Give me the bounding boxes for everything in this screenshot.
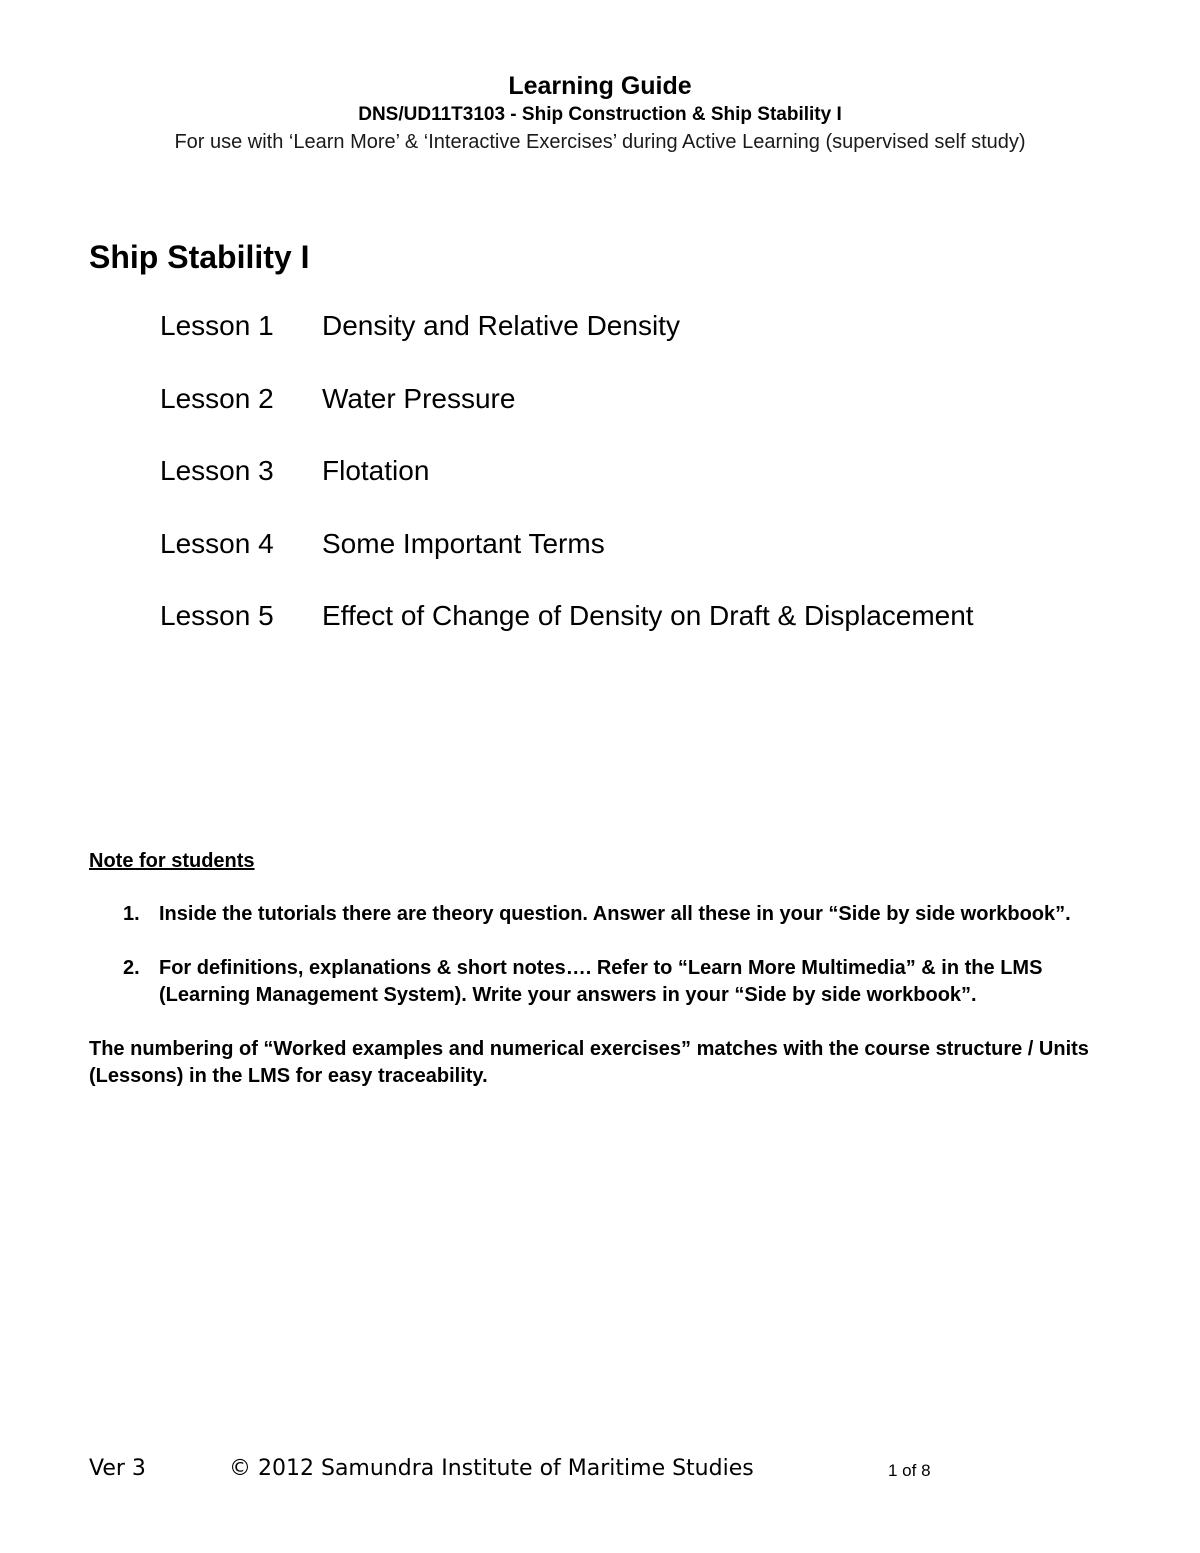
lesson-number: Lesson 4 [160,527,274,559]
lesson-number: Lesson 3 [160,455,274,486]
copyright-text: © 2012 Samundra Institute of Maritime Studies [229,1456,754,1481]
numbering-paragraph: The numbering of “Worked examples and numerical exercises” matches with the course structure / Units (Lessons) in the LMS for easy traceability. [89,1038,1089,1087]
student-notes [89,848,1119,1090]
lesson-title: Flotation [322,455,430,486]
lesson-item [160,523,974,596]
lesson-item [160,378,974,451]
document-header [0,70,1200,156]
notes-heading: Note for students [89,850,255,872]
lesson-title: Density and Relative Density [322,310,680,341]
note-list [89,901,1119,1009]
version-label: Ver 3 [89,1456,146,1481]
lesson-number: Lesson 2 [160,382,274,414]
lesson-item [160,450,974,523]
lesson-title: Water Pressure [322,382,516,414]
usage-note: For use with ‘Learn More’ & ‘Interactive Exercises’ during Active Learning (supervised self study) [174,131,1026,153]
lesson-number: Lesson 1 [160,310,274,341]
note-item [89,955,1119,1009]
lesson-number: Lesson 5 [160,600,274,631]
note-text: Inside the tutorials there are theory question. Answer all these in your “Side by side workbook”. [159,903,1071,925]
note-marker: 2. [123,957,140,979]
lesson-title: Effect of Change of Density on Draft & Displacement [322,600,974,631]
lesson-title: Some Important Terms [322,527,605,559]
section-title: Ship Stability I [89,239,310,275]
note-marker: 1. [123,903,140,925]
note-item [89,901,1119,928]
lesson-list [160,305,974,668]
note-text: For definitions, explanations & short notes…. Refer to “Learn More Multimedia” & in the LMS (Learning Management System). Write your answers in your “Side by side workbook”. [159,957,1043,1006]
course-code-title: DNS/UD11T3103 - Ship Construction & Ship Stability I [358,104,842,125]
page-number: 1 of 8 [888,1461,931,1480]
lesson-item [160,305,974,378]
lesson-item [160,595,974,668]
guide-title: Learning Guide [508,72,692,100]
page-footer [0,1454,1200,1484]
